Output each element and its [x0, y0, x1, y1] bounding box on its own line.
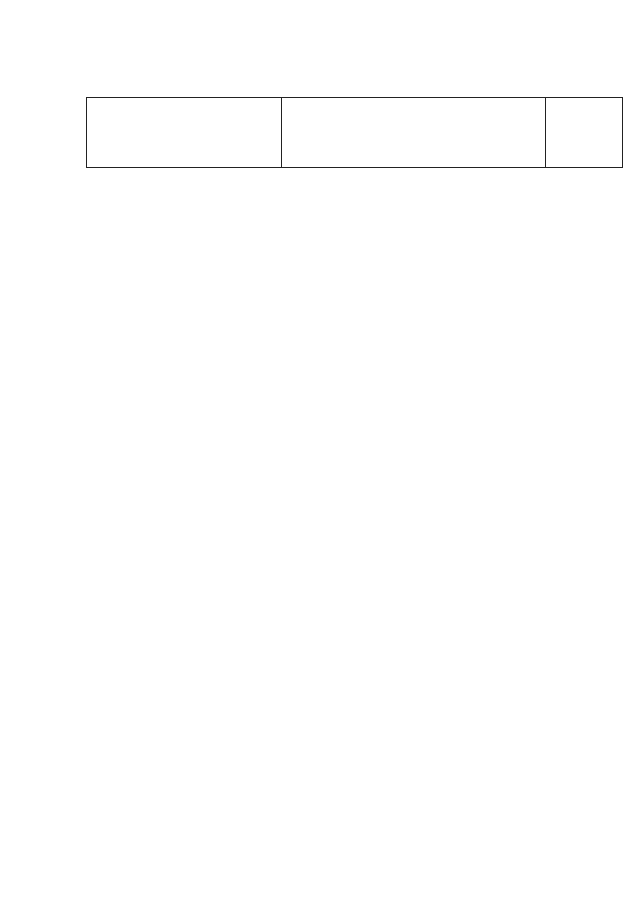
table-header	[86, 97, 623, 168]
header-name	[282, 98, 546, 168]
header-level	[546, 98, 623, 168]
header-code	[87, 98, 282, 168]
